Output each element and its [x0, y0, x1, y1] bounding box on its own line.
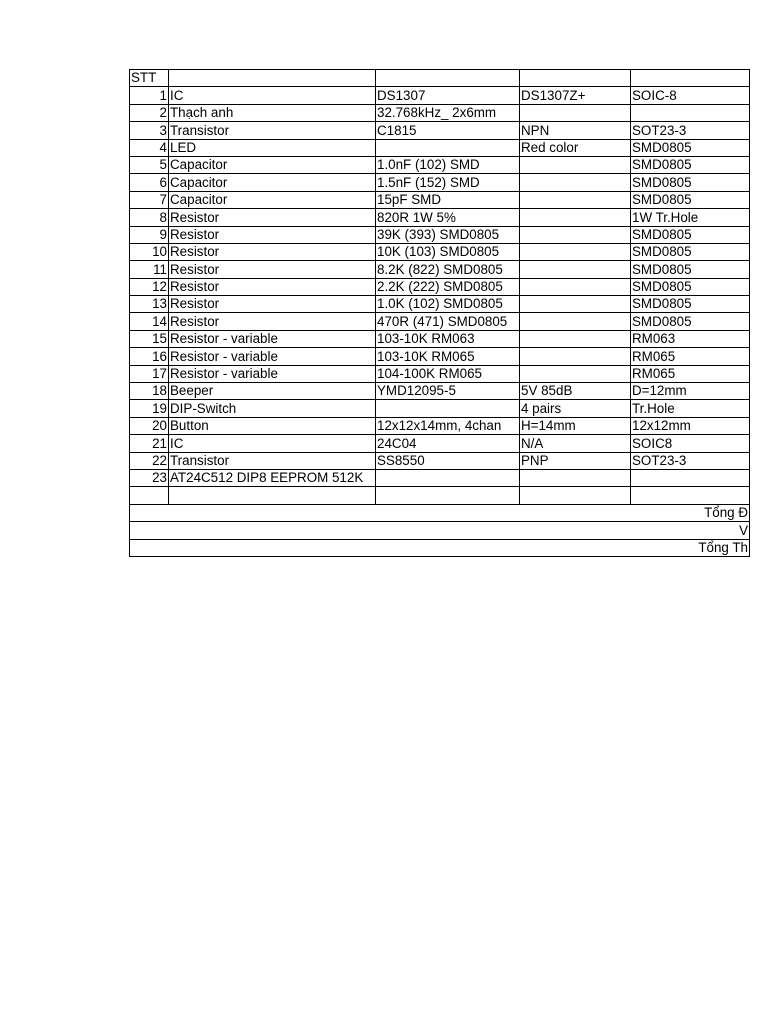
- table-row: [130, 330, 750, 347]
- component-spec-cell: [376, 400, 520, 417]
- component-name-cell: Resistor: [169, 296, 376, 313]
- table-row: [130, 469, 750, 486]
- component-name-cell: Thạch anh: [169, 104, 376, 121]
- component-spec-cell: C1815: [376, 122, 520, 139]
- component-name-cell: Resistor: [169, 226, 376, 243]
- component-spec-cell: 470R (471) SMD0805: [376, 313, 520, 330]
- component-spec-cell: 103-10K RM063: [376, 330, 520, 347]
- component-spec-cell: 12x12x14mm, 4chan: [376, 417, 520, 434]
- table-row: [130, 191, 750, 208]
- component-package-cell: SMD0805: [631, 261, 750, 278]
- component-name-cell: AT24C512 DIP8 EEPROM 512K: [169, 469, 376, 486]
- component-name-cell: Resistor - variable: [169, 330, 376, 347]
- component-part-cell: [520, 174, 631, 191]
- component-package-cell: SMD0805: [631, 174, 750, 191]
- component-part-cell: [520, 226, 631, 243]
- table-row: [130, 313, 750, 330]
- component-package-cell: SMD0805: [631, 313, 750, 330]
- table-row: [130, 417, 750, 434]
- component-spec-cell: 8.2K (822) SMD0805: [376, 261, 520, 278]
- component-name-cell: Resistor: [169, 243, 376, 260]
- component-part-cell: 5V 85dB: [520, 383, 631, 400]
- header-cell: [520, 70, 631, 87]
- component-part-cell: Red color: [520, 139, 631, 156]
- component-package-cell: SOIC-8: [631, 87, 750, 104]
- summary-row: [130, 522, 750, 539]
- table-row: [130, 348, 750, 365]
- component-name-cell: Capacitor: [169, 174, 376, 191]
- table-row: [130, 261, 750, 278]
- component-name-cell: IC: [169, 435, 376, 452]
- component-package-cell: SOIC8: [631, 435, 750, 452]
- component-spec-cell: 1.0nF (102) SMD: [376, 156, 520, 173]
- component-name-cell: Resistor - variable: [169, 365, 376, 382]
- row-index-cell: 6: [130, 174, 169, 191]
- component-spec-cell: 24C04: [376, 435, 520, 452]
- component-name-cell: Button: [169, 417, 376, 434]
- component-part-cell: [520, 348, 631, 365]
- row-index-cell: 1: [130, 87, 169, 104]
- table-row: [130, 452, 750, 469]
- component-spec-cell: 2.2K (222) SMD0805: [376, 278, 520, 295]
- row-index-cell: [130, 487, 169, 504]
- component-part-cell: [520, 313, 631, 330]
- component-part-cell: [520, 296, 631, 313]
- row-index-cell: 8: [130, 209, 169, 226]
- component-spec-cell: [376, 487, 520, 504]
- component-name-cell: Capacitor: [169, 156, 376, 173]
- table-row: [130, 435, 750, 452]
- component-part-cell: N/A: [520, 435, 631, 452]
- table-row: [130, 226, 750, 243]
- component-spec-cell: [376, 139, 520, 156]
- component-spec-cell: 1.5nF (152) SMD: [376, 174, 520, 191]
- component-package-cell: SMD0805: [631, 139, 750, 156]
- component-spec-cell: YMD12095-5: [376, 383, 520, 400]
- component-part-cell: DS1307Z+: [520, 87, 631, 104]
- component-name-cell: [169, 487, 376, 504]
- component-package-cell: RM065: [631, 365, 750, 382]
- component-part-cell: NPN: [520, 122, 631, 139]
- table-row: [130, 87, 750, 104]
- row-index-cell: 20: [130, 417, 169, 434]
- component-part-cell: 4 pairs: [520, 400, 631, 417]
- summary-label: Tổng Th: [130, 539, 750, 556]
- table-row: [130, 296, 750, 313]
- component-part-cell: [520, 278, 631, 295]
- row-index-cell: 12: [130, 278, 169, 295]
- header-cell: [631, 70, 750, 87]
- component-spec-cell: 104-100K RM065: [376, 365, 520, 382]
- component-name-cell: Resistor: [169, 278, 376, 295]
- row-index-cell: 14: [130, 313, 169, 330]
- component-part-cell: [520, 330, 631, 347]
- component-spec-cell: [376, 469, 520, 486]
- component-name-cell: Resistor: [169, 261, 376, 278]
- row-index-cell: 4: [130, 139, 169, 156]
- component-part-cell: [520, 487, 631, 504]
- component-name-cell: Capacitor: [169, 191, 376, 208]
- component-package-cell: D=12mm: [631, 383, 750, 400]
- component-part-cell: [520, 243, 631, 260]
- component-part-cell: [520, 209, 631, 226]
- component-spec-cell: SS8550: [376, 452, 520, 469]
- component-package-cell: [631, 104, 750, 121]
- header-row: [130, 70, 750, 87]
- table-row: [130, 156, 750, 173]
- bom-table: [129, 69, 750, 557]
- summary-row: [130, 539, 750, 556]
- component-package-cell: SMD0805: [631, 296, 750, 313]
- table-row: [130, 383, 750, 400]
- summary-label: V: [130, 522, 750, 539]
- component-part-cell: [520, 191, 631, 208]
- row-index-cell: 18: [130, 383, 169, 400]
- row-index-cell: 23: [130, 469, 169, 486]
- component-package-cell: RM065: [631, 348, 750, 365]
- component-package-cell: Tr.Hole: [631, 400, 750, 417]
- component-name-cell: IC: [169, 87, 376, 104]
- component-package-cell: RM063: [631, 330, 750, 347]
- component-package-cell: SOT23-3: [631, 452, 750, 469]
- row-index-cell: 11: [130, 261, 169, 278]
- component-name-cell: DIP-Switch: [169, 400, 376, 417]
- component-spec-cell: 820R 1W 5%: [376, 209, 520, 226]
- component-name-cell: Transistor: [169, 122, 376, 139]
- component-part-cell: [520, 469, 631, 486]
- component-part-cell: [520, 365, 631, 382]
- component-spec-cell: 32.768kHz_ 2x6mm: [376, 104, 520, 121]
- row-index-cell: 7: [130, 191, 169, 208]
- component-spec-cell: 39K (393) SMD0805: [376, 226, 520, 243]
- table-row: [130, 174, 750, 191]
- table-row: [130, 278, 750, 295]
- component-spec-cell: 15pF SMD: [376, 191, 520, 208]
- row-index-cell: 22: [130, 452, 169, 469]
- component-package-cell: [631, 487, 750, 504]
- table-row: [130, 365, 750, 382]
- row-index-cell: 5: [130, 156, 169, 173]
- component-part-cell: [520, 104, 631, 121]
- row-index-cell: 3: [130, 122, 169, 139]
- component-part-cell: H=14mm: [520, 417, 631, 434]
- component-spec-cell: 1.0K (102) SMD0805: [376, 296, 520, 313]
- table-row: [130, 487, 750, 504]
- header-cell: [376, 70, 520, 87]
- component-package-cell: SMD0805: [631, 226, 750, 243]
- component-spec-cell: 10K (103) SMD0805: [376, 243, 520, 260]
- component-name-cell: Resistor: [169, 209, 376, 226]
- component-part-cell: PNP: [520, 452, 631, 469]
- component-name-cell: Resistor - variable: [169, 348, 376, 365]
- component-name-cell: Transistor: [169, 452, 376, 469]
- component-package-cell: SOT23-3: [631, 122, 750, 139]
- component-part-cell: [520, 156, 631, 173]
- header-stt: STT: [130, 70, 169, 87]
- table-row: [130, 104, 750, 121]
- bom-table-body: [130, 70, 750, 557]
- table-row: [130, 400, 750, 417]
- component-package-cell: [631, 469, 750, 486]
- row-index-cell: 19: [130, 400, 169, 417]
- component-name-cell: Beeper: [169, 383, 376, 400]
- table-row: [130, 209, 750, 226]
- summary-label: Tổng Đ: [130, 504, 750, 521]
- component-package-cell: SMD0805: [631, 156, 750, 173]
- component-package-cell: 12x12mm: [631, 417, 750, 434]
- spreadsheet-viewport: [129, 69, 748, 557]
- header-cell: [169, 70, 376, 87]
- row-index-cell: 15: [130, 330, 169, 347]
- component-package-cell: SMD0805: [631, 278, 750, 295]
- summary-row: [130, 504, 750, 521]
- row-index-cell: 10: [130, 243, 169, 260]
- component-spec-cell: DS1307: [376, 87, 520, 104]
- component-spec-cell: 103-10K RM065: [376, 348, 520, 365]
- component-package-cell: 1W Tr.Hole: [631, 209, 750, 226]
- component-package-cell: SMD0805: [631, 191, 750, 208]
- table-row: [130, 139, 750, 156]
- component-name-cell: LED: [169, 139, 376, 156]
- row-index-cell: 17: [130, 365, 169, 382]
- component-part-cell: [520, 261, 631, 278]
- row-index-cell: 13: [130, 296, 169, 313]
- component-name-cell: Resistor: [169, 313, 376, 330]
- table-row: [130, 122, 750, 139]
- table-row: [130, 243, 750, 260]
- row-index-cell: 2: [130, 104, 169, 121]
- row-index-cell: 21: [130, 435, 169, 452]
- component-package-cell: SMD0805: [631, 243, 750, 260]
- row-index-cell: 16: [130, 348, 169, 365]
- row-index-cell: 9: [130, 226, 169, 243]
